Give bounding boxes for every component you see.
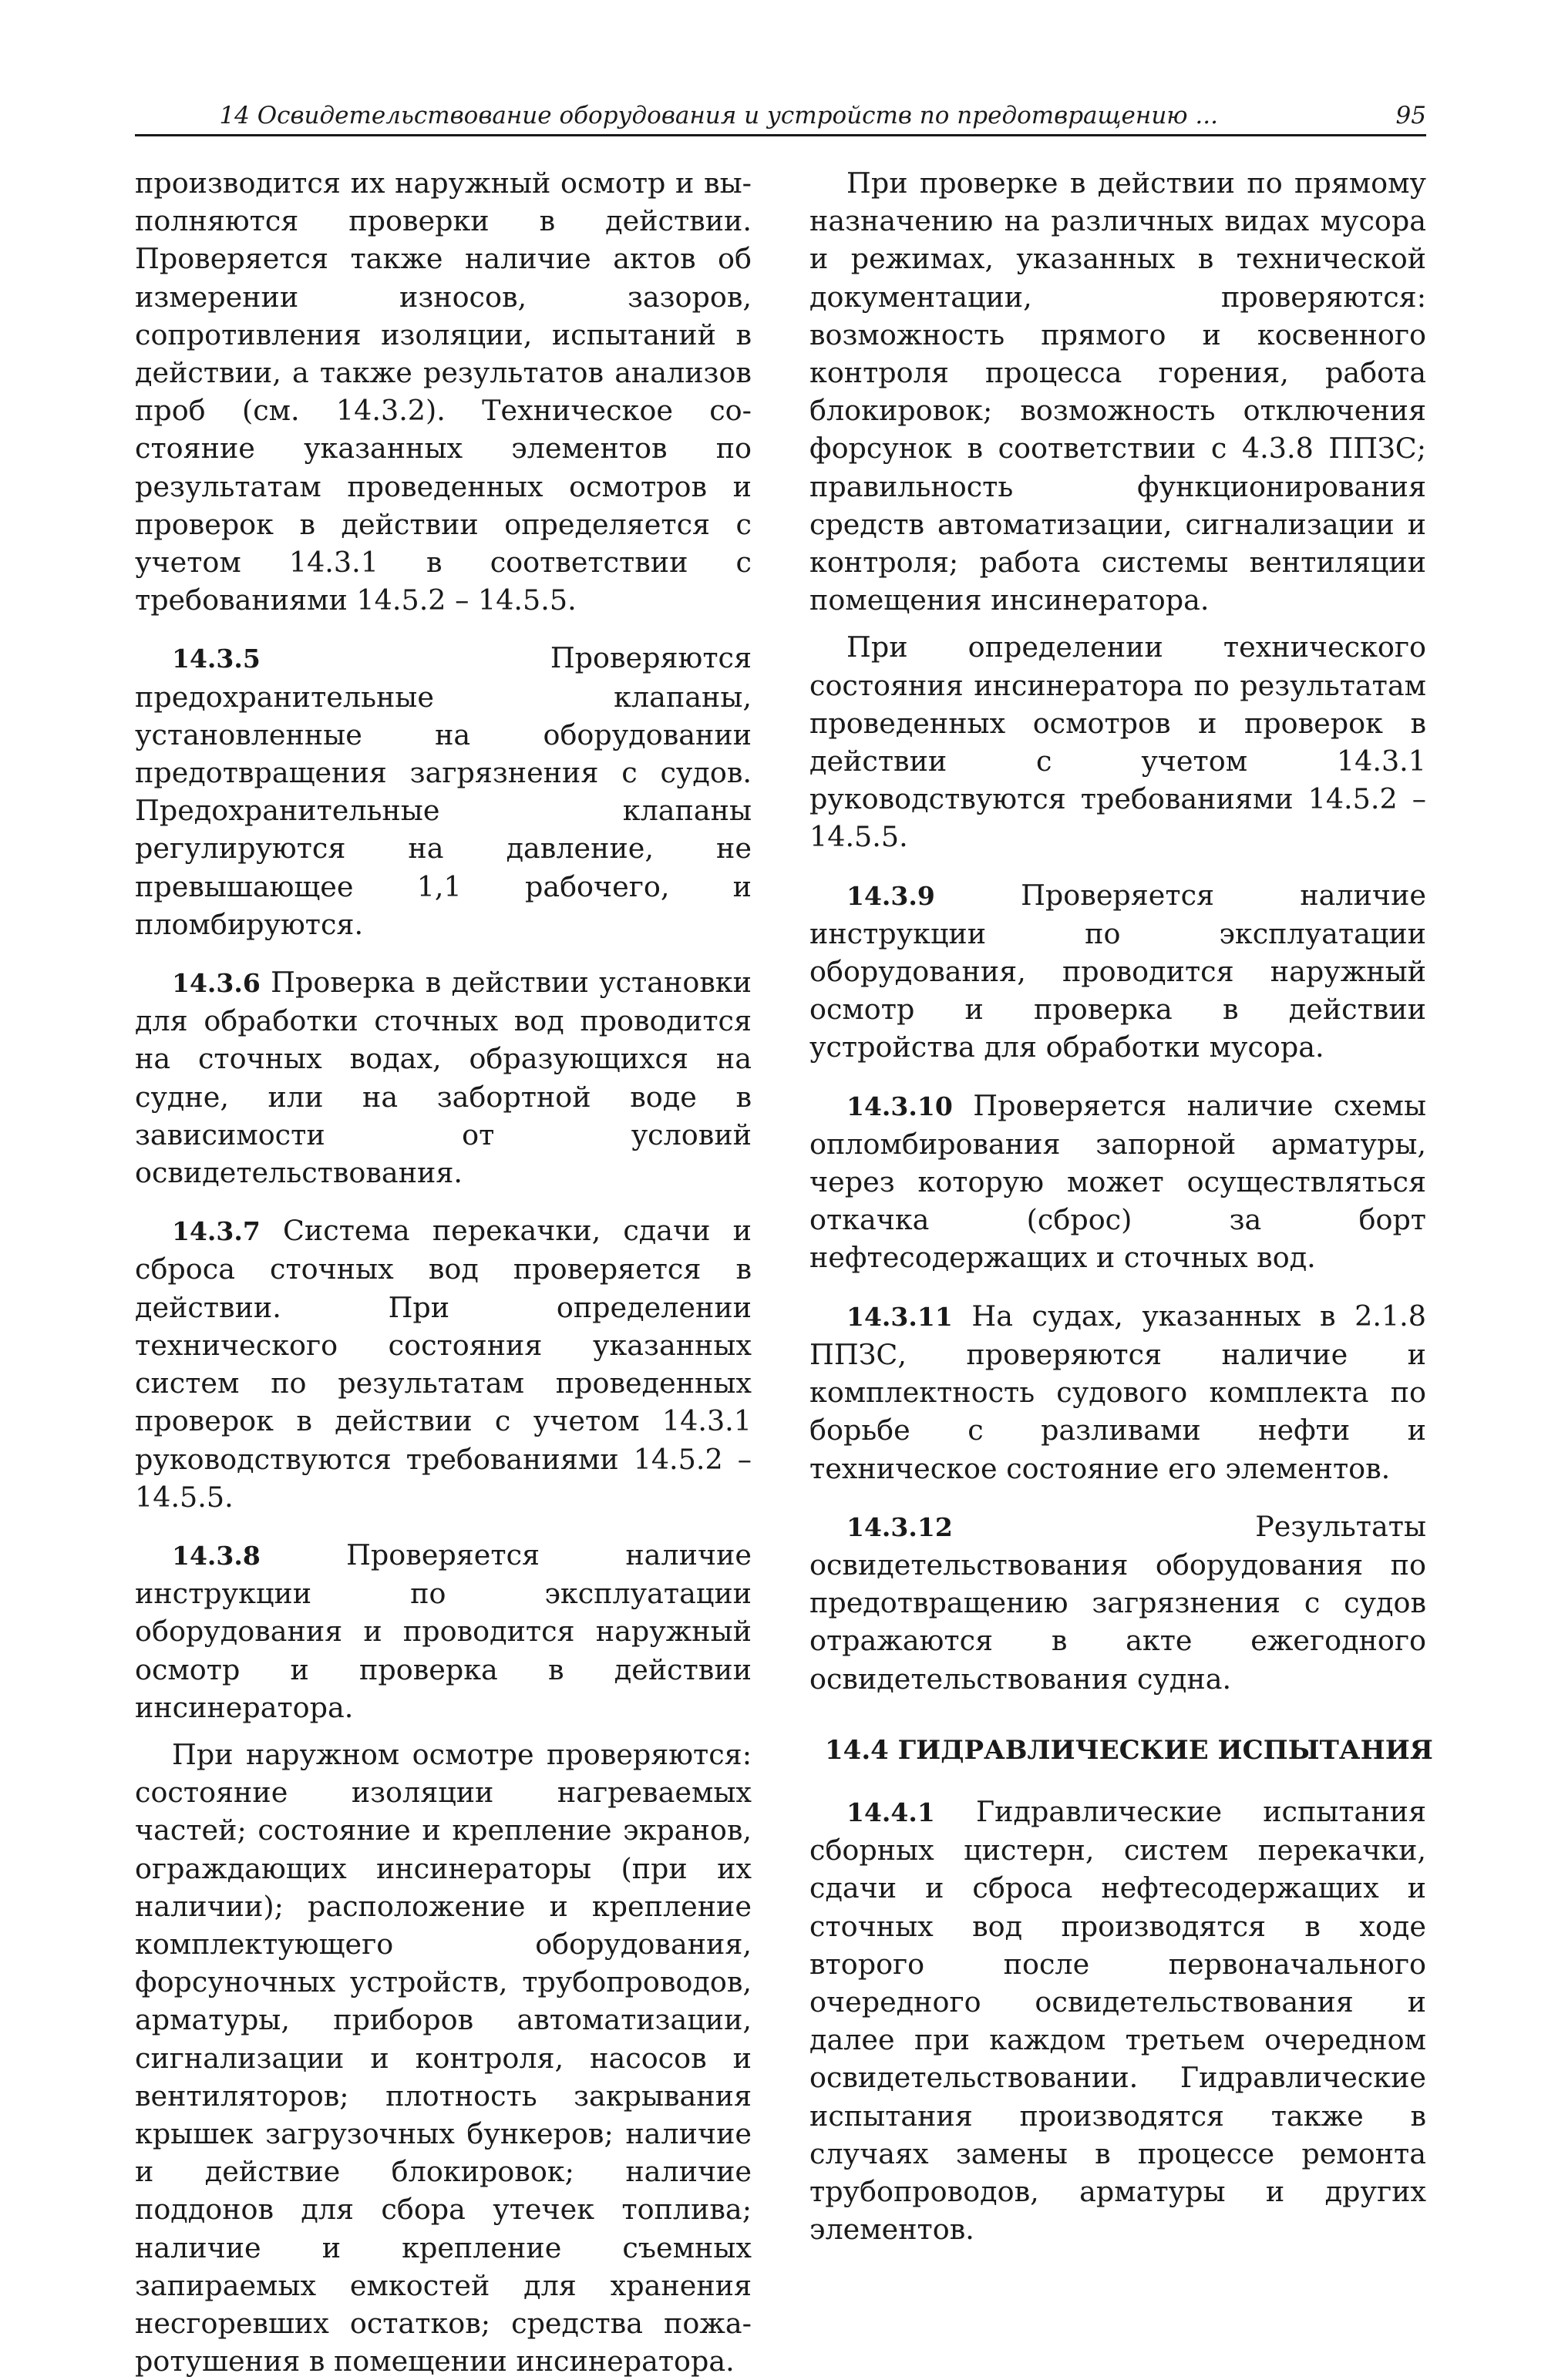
section-text: Проверяется наличие инструкции по эксплуатации оборудования, проводится наружный осмотр и проверка в действии устройства для обработки мусора.: [809, 878, 1426, 1064]
section-number: 14.3.9: [846, 880, 935, 911]
section-text: Результаты освидетельствования оборудования по предотвращению загрязнения с судов отражаются в акте ежегодного освидетельствования судна.: [809, 1509, 1426, 1696]
section-14-3-9: [809, 876, 1426, 1067]
section-text: Гидравлические испытания сборных цистерн, систем перекачки, сдачи и сброса нефтесодержащих и сточных вод производятся в ходе второго после первоначального очередного освидетельствования и далее при каждом третьем очередном освидетельствовании. Гидравлические испытания производятся также в случаях замены в процессе ремонта трубопроводов, арматуры и других элементов.: [809, 1794, 1426, 2247]
paragraph-technical-state: При определении технического состояния инсинератора по результатам проведенных осмотров и проверок в действии с учетом 14.3.1 руководствуются требованиями 14.5.2 – 14.5.5.: [809, 630, 1426, 854]
section-14-3-12: [809, 1508, 1426, 1698]
section-text: Проверяется наличие схемы опломбирования запорной арматуры, через которую может осуществляться откачка (сброс) за борт нефтесодержащих и сточных вод.: [809, 1088, 1426, 1275]
section-number: 14.3.11: [846, 1301, 953, 1332]
section-14-3-7: [135, 1212, 752, 1516]
right-column: [809, 164, 1433, 2248]
section-number: 14.3.8: [172, 1540, 261, 1571]
header-title: 14 Освидетельствование оборудования и устройств по предотвращению ...: [219, 102, 1218, 129]
section-heading-14-4: 14.4 ГИДРАВЛИЧЕСКИЕ ИСПЫТАНИЯ: [825, 1734, 1433, 1766]
section-number: 14.3.6: [172, 968, 261, 999]
section-text: Проверяются предохранительные клапаны, установленные на оборудовании предотвращения загрязнения с судов. Предохранительные клапаны регулируются на давление, не превышающее 1,1 рабочего, и пломбируются.: [135, 641, 752, 941]
section-14-3-5: [135, 639, 752, 943]
section-14-3-10: [809, 1087, 1426, 1277]
section-14-3-8: [135, 1536, 752, 1726]
paragraph-inspection: При наружном осмотре проверяются: состояние изоляции нагреваемых частей; состояние и крепление экранов, ограждающих инсинераторы (при их наличии); расположение и крепление комплектующего оборудования, форсуночных устройств, трубопроводов, арматуры, приборов автоматизации, сигнализации и контроля, насосов и вентиляторов; плотность закрывания крышек загрузочных бункеров; наличие и действие блокировок; наличие поддонов для сбора утечек топлива; наличие и крепление съемных запираемых емкостей для хранения несгоревших остатков; средства пожаротушения в помещении инсинератора.: [135, 1737, 752, 2378]
section-text: На судах, указанных в 2.1.8 ППЗС, проверяются наличие и комплектность судового комплекта по борьбе с разливами нефти и техническое состояние его элементов.: [809, 1299, 1426, 1485]
section-number: 14.3.5: [172, 644, 261, 674]
section-number: 14.3.10: [846, 1091, 953, 1121]
section-text: Проверка в действии установки для обработки сточных вод проводится на сточных водах, образующихся на судне, или на забортной воде в зависимости от условий освидетельствования.: [135, 966, 752, 1190]
section-number: 14.4.1: [846, 1797, 935, 1827]
section-14-4-1: [809, 1793, 1426, 2248]
section-text: Проверяется наличие инструкции по эксплуатации оборудования и проводится наружный осмотр и проверка в действии инсинератора.: [135, 1538, 752, 1724]
section-text: Система перекачки, сдачи и сброса сточных вод проверяется в действии. При определении технического состояния указанных систем по результатам проведенных проверок в действии с учетом 14.3.1 руководствуются требованиями 14.5.2 – 14.5.5.: [135, 1214, 752, 1514]
left-column: [135, 164, 752, 2380]
paragraph-operation-check: При проверке в действии по прямому назначению на различных видах мусора и режимах, указанных в технической документации, проверяются: возможность прямого и косвенного контроля процесса горения, работа блокировок; возможность отключения форсунок в соответствии с 4.3.8 ППЗС; правильность функционирования средств автоматизации, сигнализации и контроля; работа системы вентиляции помещения инсинератора.: [809, 166, 1426, 617]
section-14-3-6: [135, 963, 752, 1192]
section-14-3-11: [809, 1297, 1426, 1488]
paragraph-continuation: производится их наружный осмотр и выполняются проверки в действии. Проверяется также наличие актов об измерении износов, зазоров, сопротивления изоляции, испытаний в действии, а также результатов анализов проб (см. 14.3.2). Техническое состояние указанных элементов по результатам проведенных осмотров и проверок в действии определяется с учетом 14.3.1 в соответствии с требованиями 14.5.2 – 14.5.5.: [135, 166, 752, 617]
running-header: [135, 99, 1426, 136]
page-number: 95: [1395, 102, 1426, 129]
section-number: 14.3.12: [846, 1511, 953, 1542]
section-number: 14.3.7: [172, 1216, 261, 1247]
